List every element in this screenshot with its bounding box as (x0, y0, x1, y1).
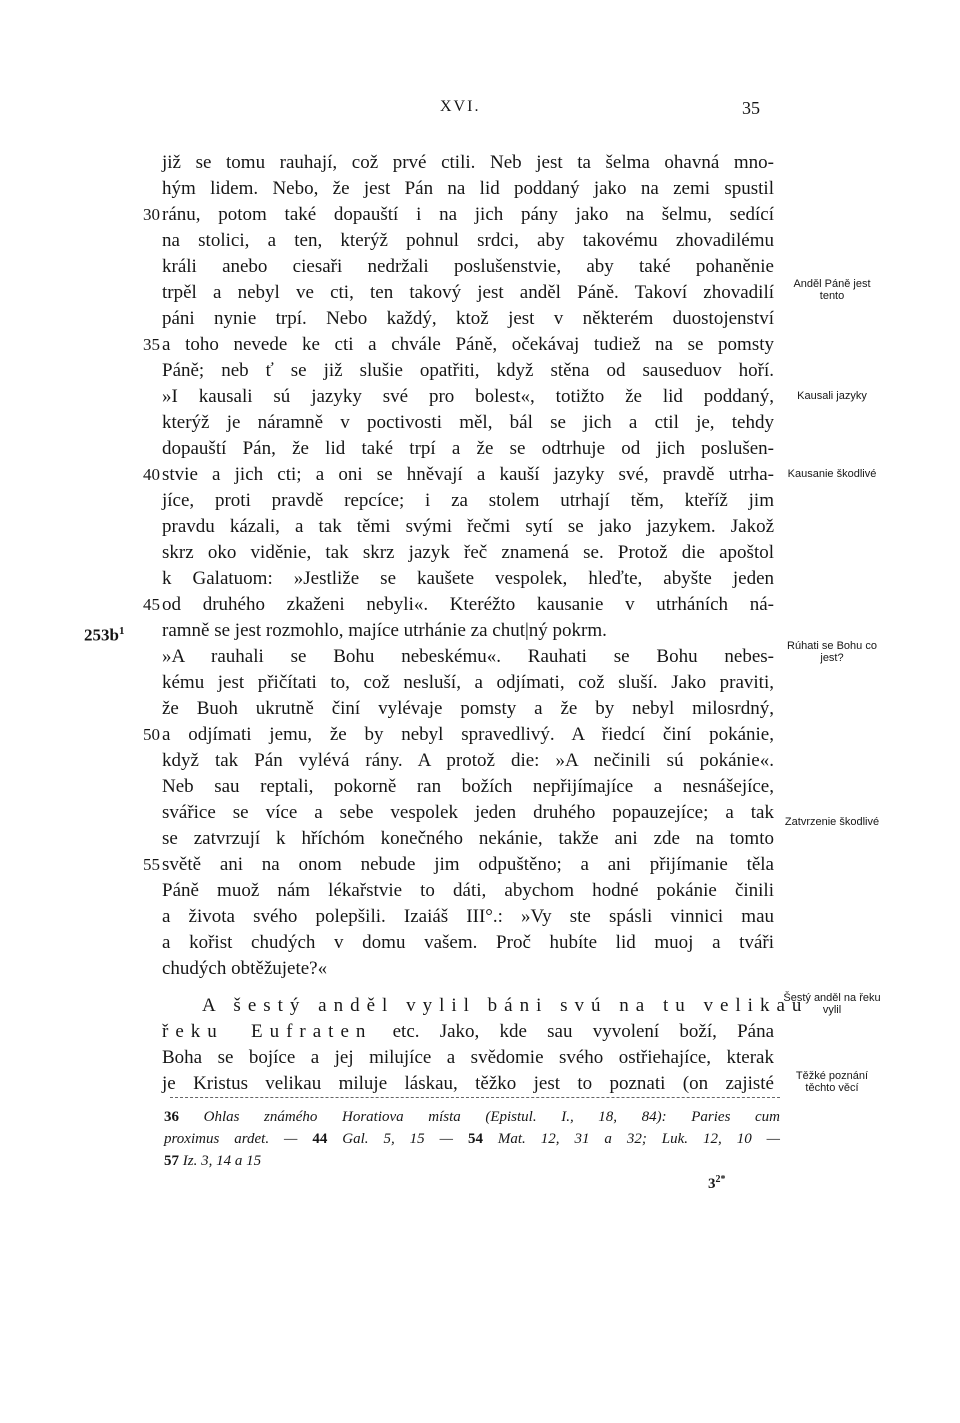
margin-note: Šestý anděl na řeku vylil (783, 992, 881, 1016)
folio-sup: 1 (118, 625, 125, 637)
text-line: světě ani na onom nebude jim odpuštěno; a ani přijímanie těla (162, 854, 774, 875)
footnote-number: 57 (164, 1153, 179, 1169)
folio-mark (84, 618, 124, 649)
footnote-text: Mat. 12, 31 a 32; Luk. 12, 10 — (497, 1131, 780, 1147)
text-line: svářice se více a sebe vespolek jeden druhého popauzejíce; a tak (162, 802, 774, 823)
line-number: 50 (143, 725, 160, 744)
text-line: a života svého polepšili. Izaiáš III°.: »Vy ste spásli vinnici mau (162, 906, 774, 927)
page-number: 35 (742, 98, 760, 118)
text-line: ramně se jest rozmohlo, majíce utrhánie za chut|ný pokrm. (162, 620, 607, 641)
margin-note: Zatvrzenie škodlivé (784, 816, 880, 828)
text-span: etc. Jako, kde sau vyvolení boží, Pána (392, 1021, 775, 1042)
footnote-number: 54 (467, 1131, 483, 1147)
text-line: již se tomu rauhají, což prvé ctili. Neb jest ta šelma ohavná mno- (162, 152, 774, 173)
text-line: a toho nevede ke cti a chvále Páně, očekávaj tudiež na se pomsty (162, 334, 774, 355)
footnote-rule (170, 1097, 780, 1098)
text-line (162, 1019, 774, 1045)
text-line: a odjímati jemu, že by nebyl spravedlivý. A řiedcí činí pokánie, (162, 724, 774, 745)
footnote-line (164, 1106, 780, 1128)
text-line: je Kristus velikau miluje láskau, těžko jest to poznati (on zajisté (162, 1073, 774, 1094)
text-line: Páně muož nám lékařstvie to dáti, abychom hodné pokánie činili (162, 880, 774, 901)
text-line: pravdu kázali, a tak těmi svými řečmi sytí se jako jazykem. Jakož (162, 516, 774, 537)
margin-note: Kausali jazyky (797, 390, 867, 402)
text-line: »A rauhali se Bohu nebeskému«. Rauhati se Bohu nebes- (162, 646, 774, 667)
text-line: stvie a jich cti; a oni se hněvají a kauší jazyky své, pravdě utrha- (162, 464, 774, 485)
margin-note: Kausanie škodlivé (787, 468, 877, 480)
text-line: k Galatuom: »Jestliže se kaušete vespolek, hleďte, abyšte jeden (162, 568, 774, 589)
text-line: se zatvrzují k hříchóm konečného nekánie, takže ani zde na tomto (162, 828, 774, 849)
text-line: na stolici, a ten, kterýž pohnul srdci, aby takovému zhovadilému (162, 230, 774, 251)
text-line: dopauští Pán, že lid také trpí a že se odtrhuje od jich poslušen- (162, 438, 774, 459)
margin-note: Těžké poznání těchto věcí (795, 1070, 869, 1094)
margin-note: Rúhati se Bohu co jest? (787, 640, 877, 664)
signature-sup: 2* (715, 1174, 726, 1185)
text-line: trpěl a nebyl ve cti, ten takový jest anděl Páně. Takoví zhovadilí (162, 282, 774, 303)
footnote-number: 44 (312, 1131, 328, 1147)
footnote-number: 36 (164, 1109, 179, 1125)
line-number: 45 (143, 595, 160, 614)
signature-main: 3 (708, 1176, 716, 1192)
text-line: králi anebo ciesaři nedržali poslušenstvie, aby také pohaněnie (162, 256, 774, 277)
footnote-line (164, 1128, 780, 1150)
chapter-number: XVI. (440, 98, 481, 115)
footnote-text: Iz. 3, 14 a 15 (182, 1153, 262, 1169)
text-line: skrz oko viděnie, tak skrz jazyk řeč znamená se. Protož die apoštol (162, 542, 774, 563)
printer-signature (708, 1174, 726, 1193)
text-line: od druhého zkaženi nebyli«. Kteréžto kausanie v utrháních ná- (162, 594, 774, 615)
text-line (162, 993, 809, 1019)
folio-main: 253b (84, 625, 119, 645)
text-line: páni nynie trpí. Nebo každý, ktož jest v některém duostojenství (162, 308, 774, 329)
text-line: když tak Pán vylévá rány. A protož die: »A nečinili sú pokánie«. (162, 750, 774, 771)
text-line: »I kausali sú jazyky své pro bolest«, totižto že lid poddaný, (162, 386, 774, 407)
text-line: hým lidem. Nebo, že jest Pán na lid poddaný jako na zemi spustil (162, 178, 774, 199)
footnote-text: Ohlas známého Horatiova místa (Epistul. I., 18, 84): Paries cum (203, 1109, 781, 1125)
text-line: Boha se bojíce a jej milujíce a svědomie svého ostřiehajíce, kterak (162, 1047, 774, 1068)
running-header (0, 98, 960, 128)
text-line: kému jest přičítati to, což nesluší, a odjímati, což sluší. Jako praviti, (162, 672, 774, 693)
line-number: 40 (143, 465, 160, 484)
text-line: Páně; neb ť se již slušie opatřiti, když stěna od sauseduov hoří. (162, 360, 774, 381)
text-line: Neb sau reptali, pokorně ran božích nepřijímajíce a nesnášejíce, (162, 776, 774, 797)
line-number: 55 (143, 855, 160, 874)
text-line: chudých obtěžujete?« (162, 958, 328, 979)
text-line: kterýž je náramně v poctivosti měl, bál se jich a ctil je, tehdy (162, 412, 774, 433)
text-line: jíce, proti pravdě repcíce; i za stolem utrhají těm, kteříž jim (162, 490, 774, 511)
text-line: ránu, potom také dopauští i na jich pány jako na šelmu, sedící (162, 204, 774, 225)
line-number: 35 (143, 335, 160, 354)
spaced-lead: A šestý anděl vylil báni svú na tu velikau (202, 995, 809, 1016)
text-line: že Buoh ukrutně činí vylévaje pomsty a že by nebyl milosrdný, (162, 698, 774, 719)
line-number: 30 (143, 205, 160, 224)
text-line: a kořist chudých v domu vašem. Proč hubíte lid muoj a tváři (162, 932, 774, 953)
footnote-text: proximus ardet. — (164, 1131, 298, 1147)
spaced-lead: řeku Eufraten (162, 1021, 373, 1042)
margin-note: Anděl Páně jest tento (793, 278, 871, 302)
footnote-text: Gal. 5, 15 — (342, 1131, 453, 1147)
footnote-line (164, 1150, 780, 1172)
